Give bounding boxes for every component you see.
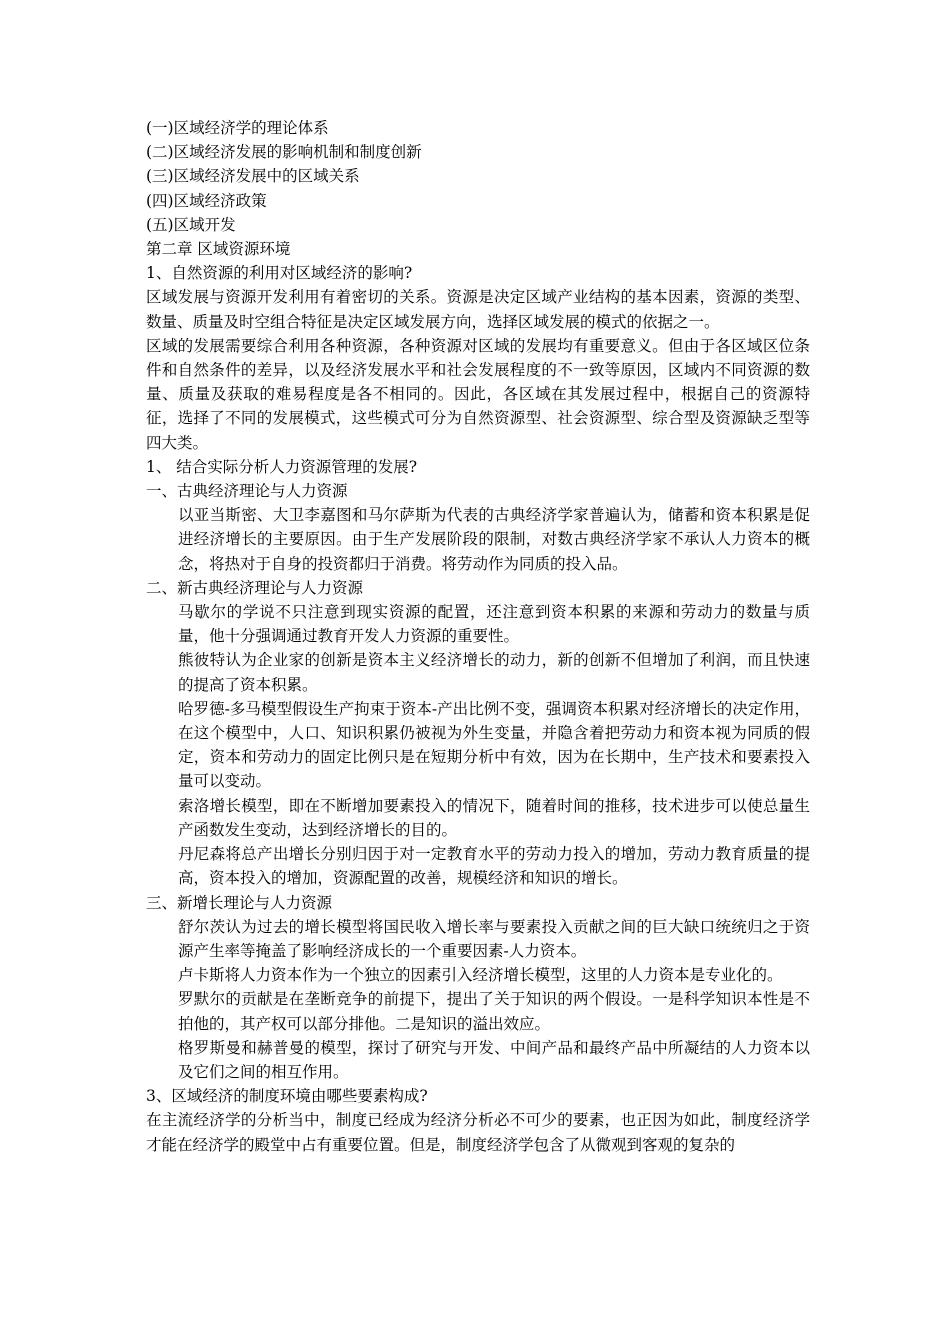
paragraph: 罗默尔的贡献是在垄断竞争的前提下，提出了关于知识的两个假设。一是科学知识本性是不拍他的，其产权可以部分排他。二是知识的溢出效应。 bbox=[178, 990, 810, 1033]
paragraph: 卢卡斯将人力资本作为一个独立的因素引入经济增长模型，这里的人力资本是专业化的。 bbox=[178, 966, 783, 985]
paragraph: 丹尼森将总产出增长分别归因于对一定教育水平的劳动力投入的增加，劳动力教育质量的提高，资本投入的增加，资源配置的改善，规模经济和知识的增长。 bbox=[178, 845, 810, 888]
paragraph: 熊彼特认为企业家的创新是资本主义经济增长的动力，新的创新不但增加了利润，而且快速的提高了资本积累。 bbox=[178, 651, 810, 694]
question-heading: 1、自然资源的利用对区域经济的影响? bbox=[146, 264, 413, 283]
toc-item-1: (一)区域经济学的理论体系 bbox=[146, 119, 329, 137]
paragraph: 在主流经济学的分析当中，制度已经成为经济分析必不可少的要素，也正因为如此，制度经济学才能在经济学的殿堂中占有重要位置。但是，制度经济学包含了从微观到客观的复杂的 bbox=[146, 1111, 810, 1154]
section-heading: 二、新古典经济理论与人力资源 bbox=[146, 578, 364, 597]
paragraph: 索洛增长模型，即在不断增加要素投入的情况下，随着时间的推移，技术进步可以使总量生产函数发生变动，达到经济增长的目的。 bbox=[178, 796, 810, 839]
paragraph: 区域发展与资源开发利用有着密切的关系。资源是决定区域产业结构的基本因素，资源的类型、数量、质量及时空组合特征是决定区域发展方向，选择区域发展的模式的依据之一。 bbox=[146, 288, 810, 331]
paragraph: 哈罗德-多马模型假设生产拘束于资本-产出比例不变，强调资本积累对经济增长的决定作用，在这个模型中，人口、知识积累仍被视为外生变量，并隐含着把劳动力和资本视为同质的假定，资本和劳动力的固定比例只是在短期分析中有效，因为在长期中，生产技术和要素投入量可以变动。 bbox=[178, 699, 810, 791]
section-heading: 三、新增长理论与人力资源 bbox=[146, 893, 333, 912]
toc-item-3: (三)区域经济发展中的区域关系 bbox=[146, 167, 360, 186]
paragraph: 舒尔茨认为过去的增长模型将国民收入增长率与要素投入贡献之间的巨大缺口统统归之于资源产生率等掩盖了影响经济成长的一个重要因素-人力资本。 bbox=[178, 917, 810, 960]
question-heading: 3、区域经济的制度环境由哪些要素构成? bbox=[146, 1087, 428, 1106]
paragraph: 区域的发展需要综合利用各种资源，各种资源对区域的发展均有重要意义。但由于各区域区位条件和自然条件的差异，以及经济发展水平和社会发展程度的不一致等原因，区域内不同资源的数量、质量及获取的难易程度是各不相同的。因此，各区域在其发展过程中，根据自己的资源特征，选择了不同的发展模式，这些模式可分为自然资源型、社会资源型、综合型及资源缺乏型等四大类。 bbox=[146, 336, 810, 452]
paragraph: 马歇尔的学说不只注意到现实资源的配置，还注意到资本积累的来源和劳动力的数量与质量，他十分强调通过教育开发人力资源的重要性。 bbox=[178, 603, 810, 646]
paragraph: 以亚当斯密、大卫李嘉图和马尔萨斯为代表的古典经济学家普遍认为，储蓄和资本积累是促进经济增长的主要原因。由于生产发展阶段的限制，对数古典经济学家不承认人力资本的概念，将热对于自身的投资都归于消费。将劳动作为同质的投入品。 bbox=[178, 506, 810, 573]
toc-item-5: (五)区域开发 bbox=[146, 215, 236, 234]
question-heading: 1、 结合实际分析人力资源管理的发展? bbox=[146, 457, 418, 476]
paragraph: 格罗斯曼和赫普曼的模型，探讨了研究与开发、中间产品和最终产品中所凝结的人力资本以及它们之间的相互作用。 bbox=[178, 1038, 810, 1081]
toc-item-4: (四)区域经济政策 bbox=[146, 191, 267, 210]
document-body bbox=[146, 116, 810, 1157]
section-heading: 一、古典经济理论与人力资源 bbox=[146, 482, 348, 501]
chapter-heading: 第二章 区域资源环境 bbox=[146, 240, 291, 259]
toc-item-2: (二)区域经济发展的影响机制和制度创新 bbox=[146, 143, 422, 162]
